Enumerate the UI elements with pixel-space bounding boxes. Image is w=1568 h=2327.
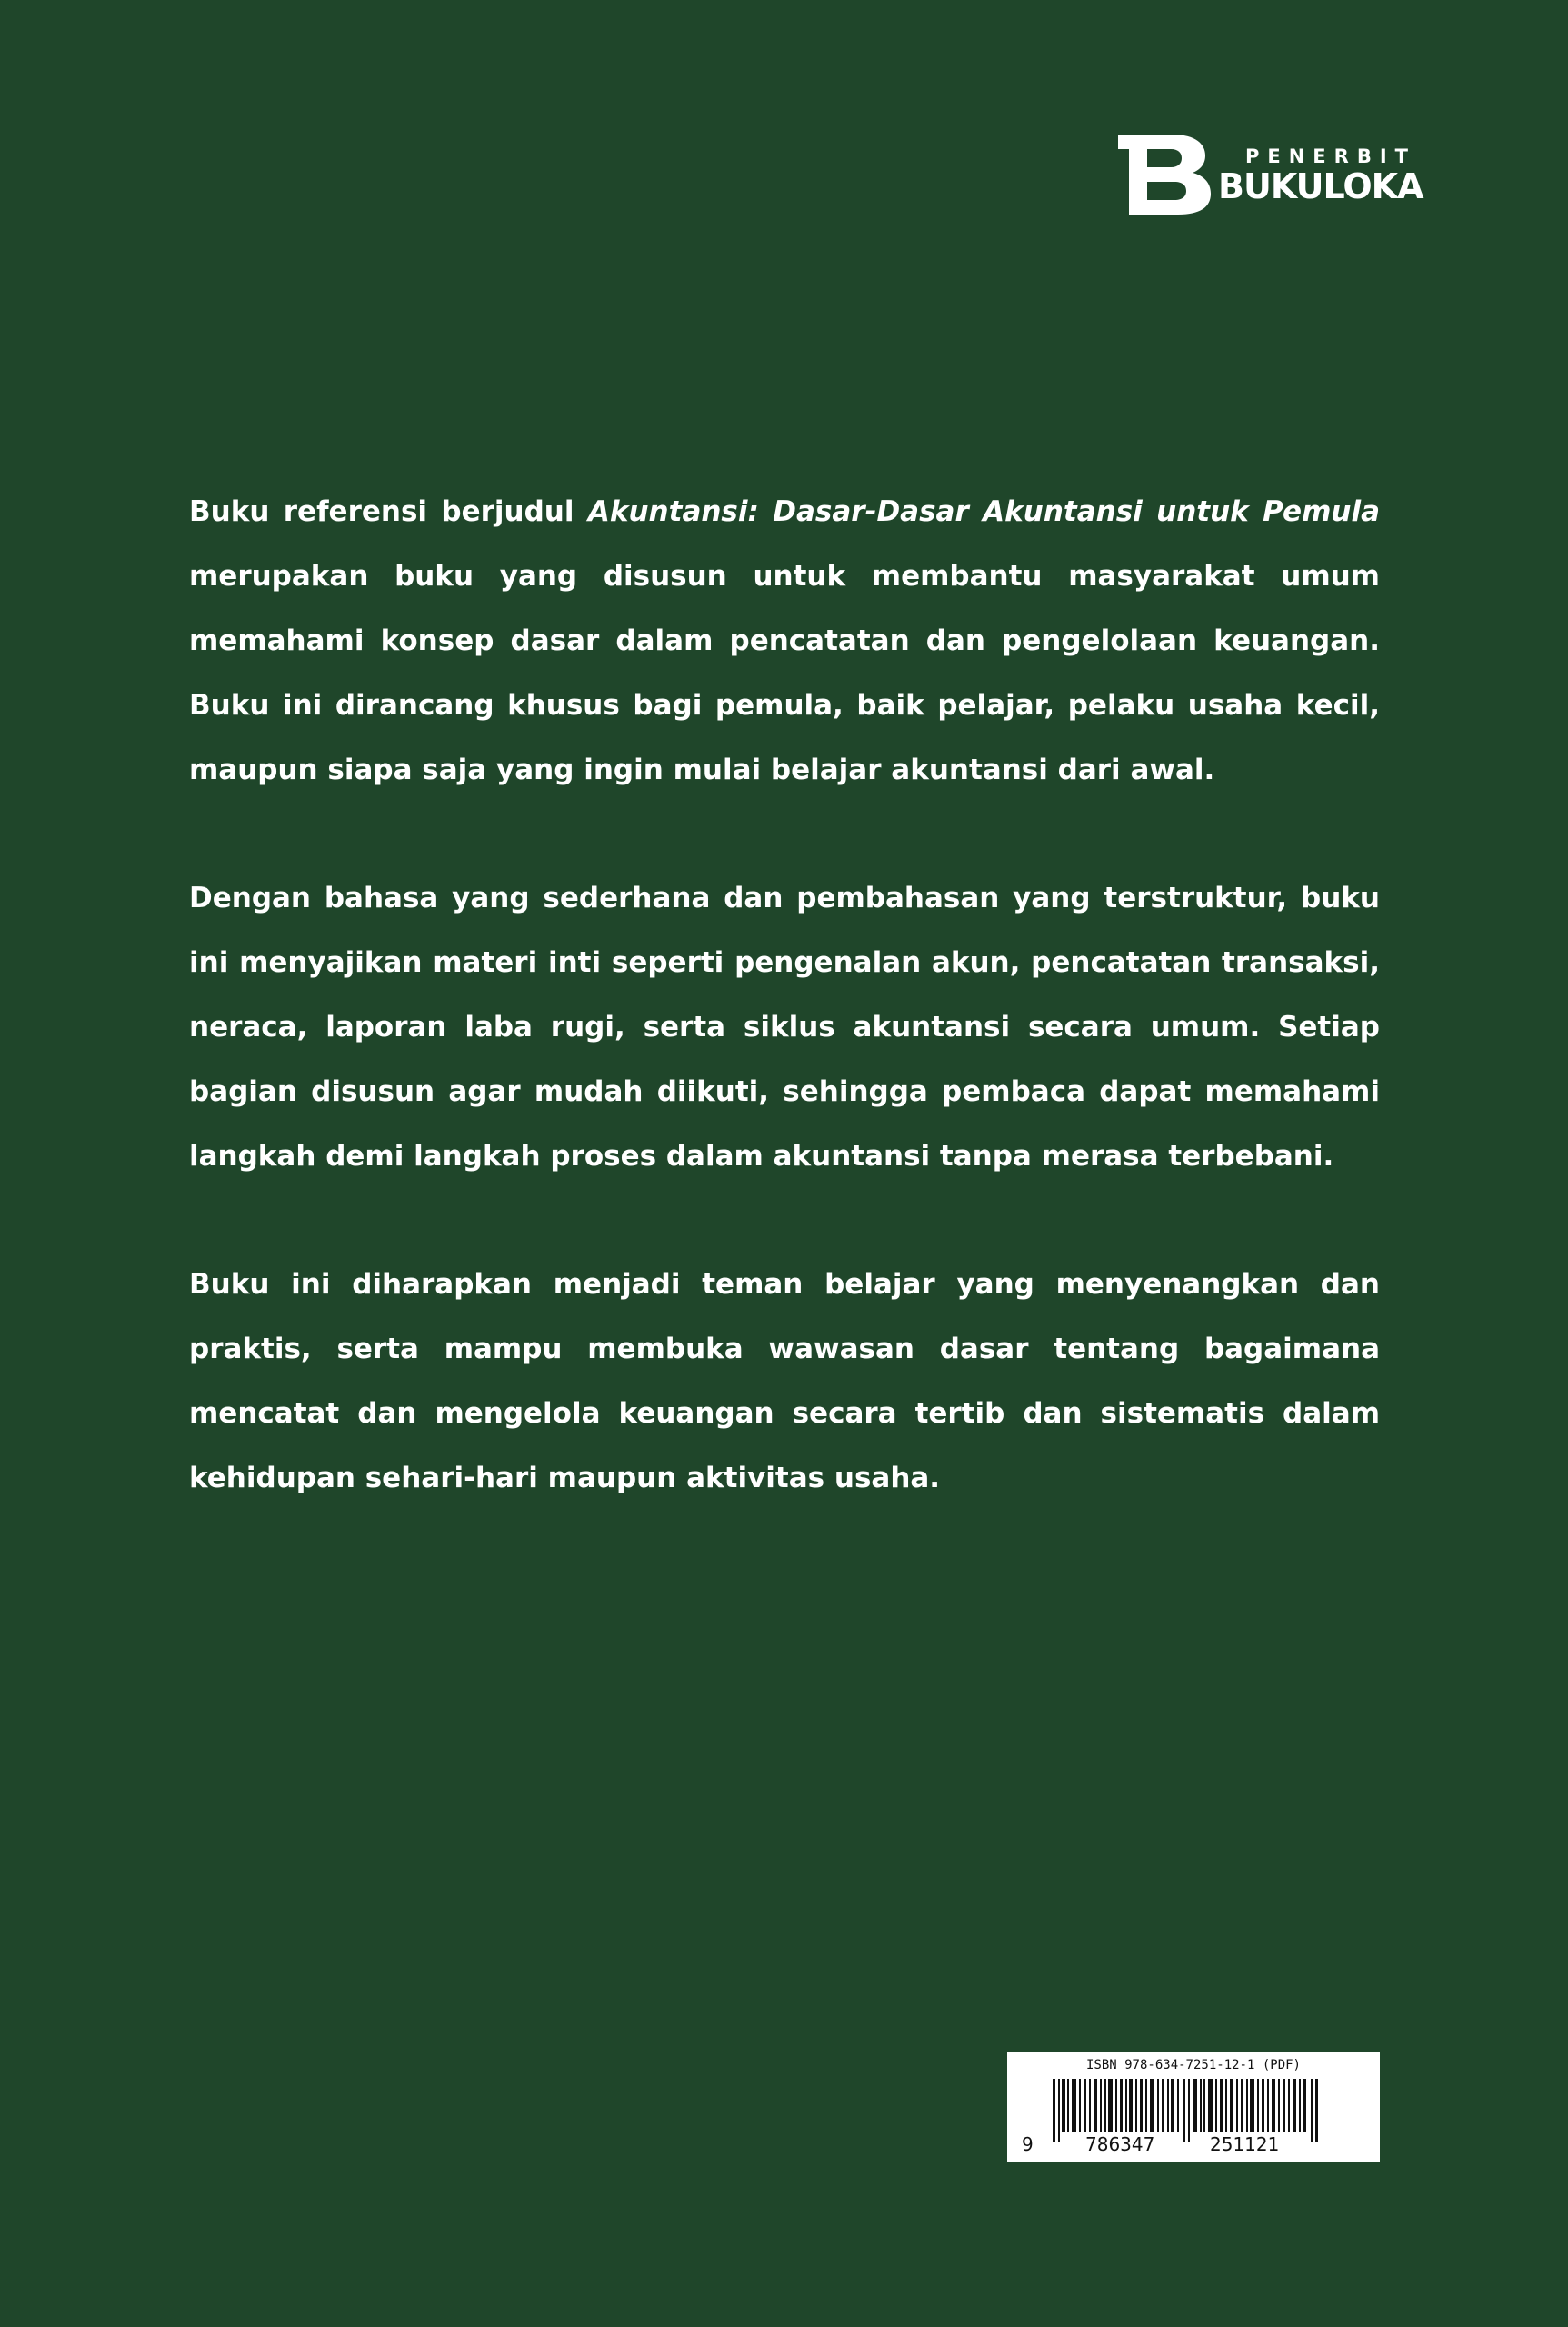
blurb-p1-intro: Buku referensi berjudul: [189, 495, 588, 528]
book-title: Akuntansi: Dasar-Dasar Akuntansi untuk Pemula: [587, 495, 1380, 528]
barcode-digits-right: 251121: [1210, 2133, 1280, 2155]
barcode-digits-left: 786347: [1085, 2133, 1155, 2155]
isbn-barcode-box: [1007, 2052, 1380, 2162]
blurb-paragraph-1: [189, 480, 1380, 803]
publisher-b-icon: [1118, 135, 1211, 215]
blurb-p1-rest: merupakan buku yang disusun untuk membantu masyarakat umum memahami konsep dasar dalam pencatatan dan pengelolaan keuangan. Buku ini dirancang khusus bagi pemula, baik pelajar, pelaku usaha kecil, maupun siapa saja yang ingin mulai belajar akuntansi dari awal.: [189, 560, 1380, 786]
blurb-paragraph-2: Dengan bahasa yang sederhana dan pembahasan yang terstruktur, buku ini menyajikan materi inti seperti pengenalan akun, pencatatan transaksi, neraca, laporan laba rugi, serta siklus akuntansi secara umum. Setiap bagian disusun agar mudah diikuti, sehingga pembaca dapat memahami langkah demi langkah proses dalam akuntansi tanpa merasa terbebani.: [189, 882, 1380, 1173]
publisher-logo: [1118, 135, 1445, 218]
publisher-label-name: BUKULOKA: [1218, 166, 1423, 206]
blurb-paragraph-3: Buku ini diharapkan menjadi teman belajar yang menyenangkan dan praktis, serta mampu membuka wawasan dasar tentang bagaimana mencatat dan mengelola keuangan secara tertib dan sistematis dalam kehidupan sehari-hari maupun aktivitas usaha.: [189, 1268, 1380, 1494]
barcode-digit-first: 9: [1022, 2133, 1034, 2155]
publisher-label-top: PENERBIT: [1245, 145, 1416, 167]
book-blurb: [189, 480, 1380, 1511]
isbn-number: ISBN 978-634-7251-12-1 (PDF): [1085, 2058, 1301, 2072]
